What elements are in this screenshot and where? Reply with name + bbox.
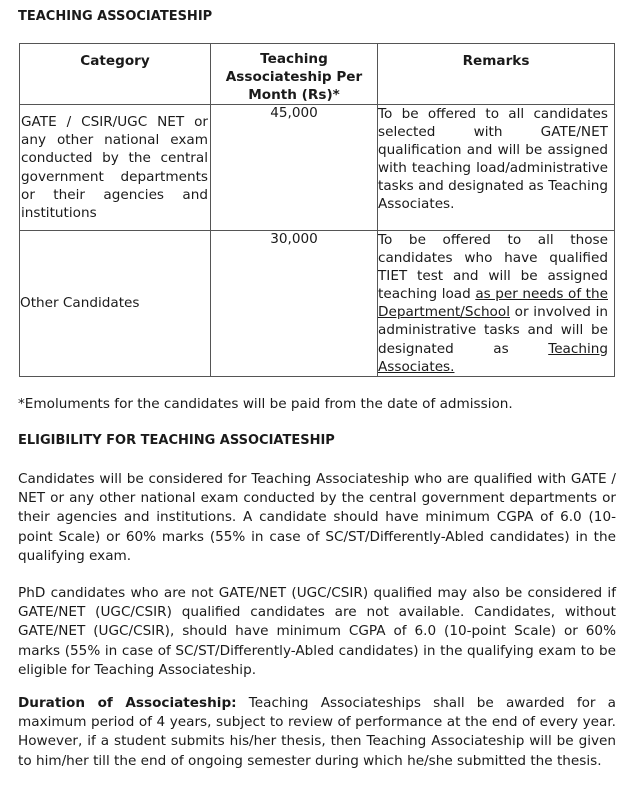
remarks-part-b: or involved in administrative tasks and will be designated as (378, 304, 608, 357)
emoluments-note: *Emoluments for the candidates will be paid from the date of admission. (18, 396, 513, 412)
header-amount-line1: Teaching (260, 51, 328, 67)
duration-text: Teaching Associateships shall be awarded for a maximum period of 4 years, subject to review of performance at the end of every year. However, if a student submits his/her thesis, then Teaching Associateship will be given to him/her till the end of ongoing semester during which he/she submitted the thesis. (18, 695, 616, 769)
header-amount-line2: Associateship Per (225, 69, 363, 85)
associateship-table (19, 43, 615, 377)
header-category: Category (20, 44, 211, 105)
section-title: TEACHING ASSOCIATESHIP (18, 9, 213, 24)
eligibility-title: ELIGIBILITY FOR TEACHING ASSOCIATESHIP (18, 433, 335, 448)
table-row (20, 105, 615, 231)
remarks-part-a: To be offered to all those candidates who have qualified TIET test and will be assigned teaching load (378, 232, 608, 303)
row-remarks (378, 105, 615, 231)
header-remarks: Remarks (378, 44, 615, 105)
eligibility-paragraph-1: Candidates will be considered for Teaching Associateship who are qualified with GATE / NET or any other national exam conducted by the central government departments or their agencies and institutions. A candidate should have minimum CGPA of 6.0 (10-point Scale) or 60% marks (55% in case of SC/ST/Differently-Abled candidates) in the qualifying exam. (18, 471, 616, 564)
duration-paragraph (18, 694, 616, 771)
remarks-text: To be offered to all candidates selected with GATE/NET qualification and will be assigned with teaching load/administrative tasks and designated as Teaching Associates. (378, 106, 608, 213)
row-amount: 30,000 (211, 231, 378, 377)
duration-label: Duration of Associateship: (18, 695, 237, 711)
remarks-underlined: as per needs of the Department/School (378, 286, 608, 321)
row-remarks (378, 231, 615, 377)
table-row (20, 231, 615, 377)
remarks-text (378, 231, 608, 376)
eligibility-paragraph-2: PhD candidates who are not GATE/NET (UGC/CSIR) qualified may also be considered if GATE/NET (UGC/CSIR) qualified candidates are not available. Candidates, without GATE/NET (UGC/CSIR), should have minimum CGPA of 6.0 (10-point Scale) or 60% marks (55% in case of SC/ST/Differently-Abled candidates) in the qualifying exam to be eligible for Teaching Associateship. (18, 585, 616, 678)
table-header-row (20, 44, 615, 105)
row-amount: 45,000 (211, 105, 378, 231)
row-category: GATE / CSIR/UGC NET or any other national exam conducted by the central government departments or their agencies and institutions (20, 105, 211, 231)
remarks-part-c: Teaching Associates. (378, 340, 608, 375)
header-amount (211, 44, 378, 105)
header-amount-line3: Month (Rs)* (248, 87, 340, 103)
row-category: Other Candidates (20, 231, 211, 377)
